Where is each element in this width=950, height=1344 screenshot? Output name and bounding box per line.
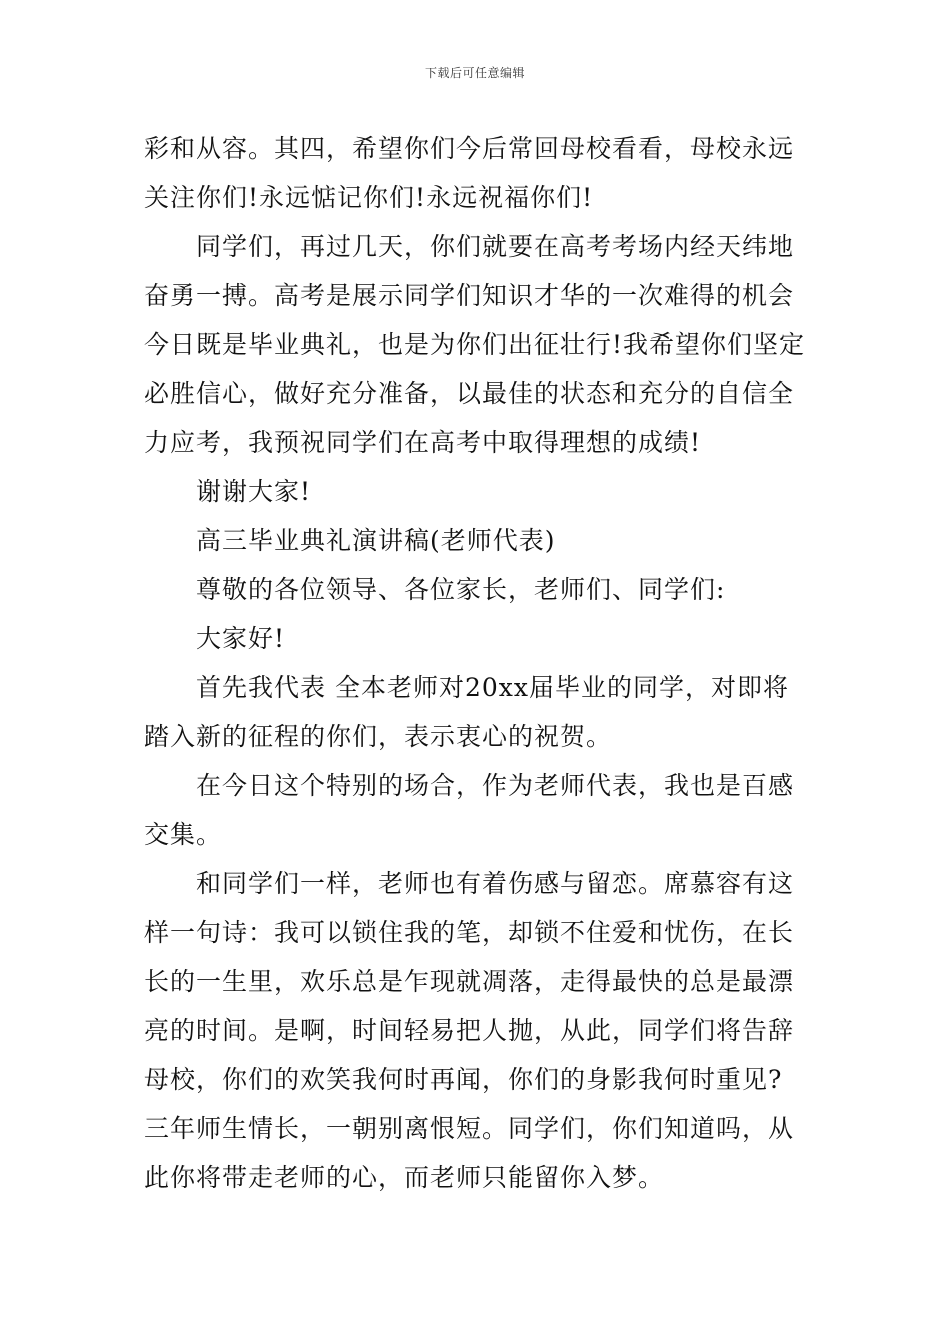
paragraph: 和同学们一样，老师也有着伤感与留恋。席慕容有这样一句诗：我可以锁住我的笔，却锁不住爱和忧伤，在长长的一生里，欢乐总是乍现就凋落，走得最快的总是最漂亮的时间。是啊，时间轻易把人抛，从此，同学们将告辞母校，你们的欢笑我何时再闻，你们的身影我何时重见?三年师生情长，一朝别离恨短。同学们，你们知道吗，从此你将带走老师的心，而老师只能留你入梦。	[144, 869, 795, 1192]
paragraph: 彩和从容。其四，希望你们今后常回母校看看，母校永远关注你们!永远惦记你们!永远祝福你们!	[144, 134, 795, 212]
paragraph: 谢谢大家!	[196, 477, 312, 506]
greeting: 大家好!	[196, 624, 286, 653]
paragraph: 首先我代表 全本老师对20xx届毕业的同学，对即将踏入新的征程的你们，表示衷心的祝贺。	[144, 673, 789, 751]
paragraph: 同学们，再过几天，你们就要在高考考场内经天纬地奋勇一搏。高考是展示同学们知识才华的一次难得的机会今日既是毕业典礼，也是为你们出征壮行!我希望你们坚定必胜信心，做好充分准备，以最佳的状态和充分的自信全力应考，我预祝同学们在高考中取得理想的成绩!	[144, 232, 806, 457]
speech-title: 高三毕业典礼演讲稿(老师代表)	[196, 526, 556, 555]
document-body	[144, 124, 808, 1202]
salutation: 尊敬的各位领导、各位家长，老师们、同学们:	[196, 575, 726, 604]
page-header: 下载后可任意编辑	[424, 66, 525, 80]
paragraph: 在今日这个特别的场合，作为老师代表，我也是百感交集。	[144, 771, 795, 849]
